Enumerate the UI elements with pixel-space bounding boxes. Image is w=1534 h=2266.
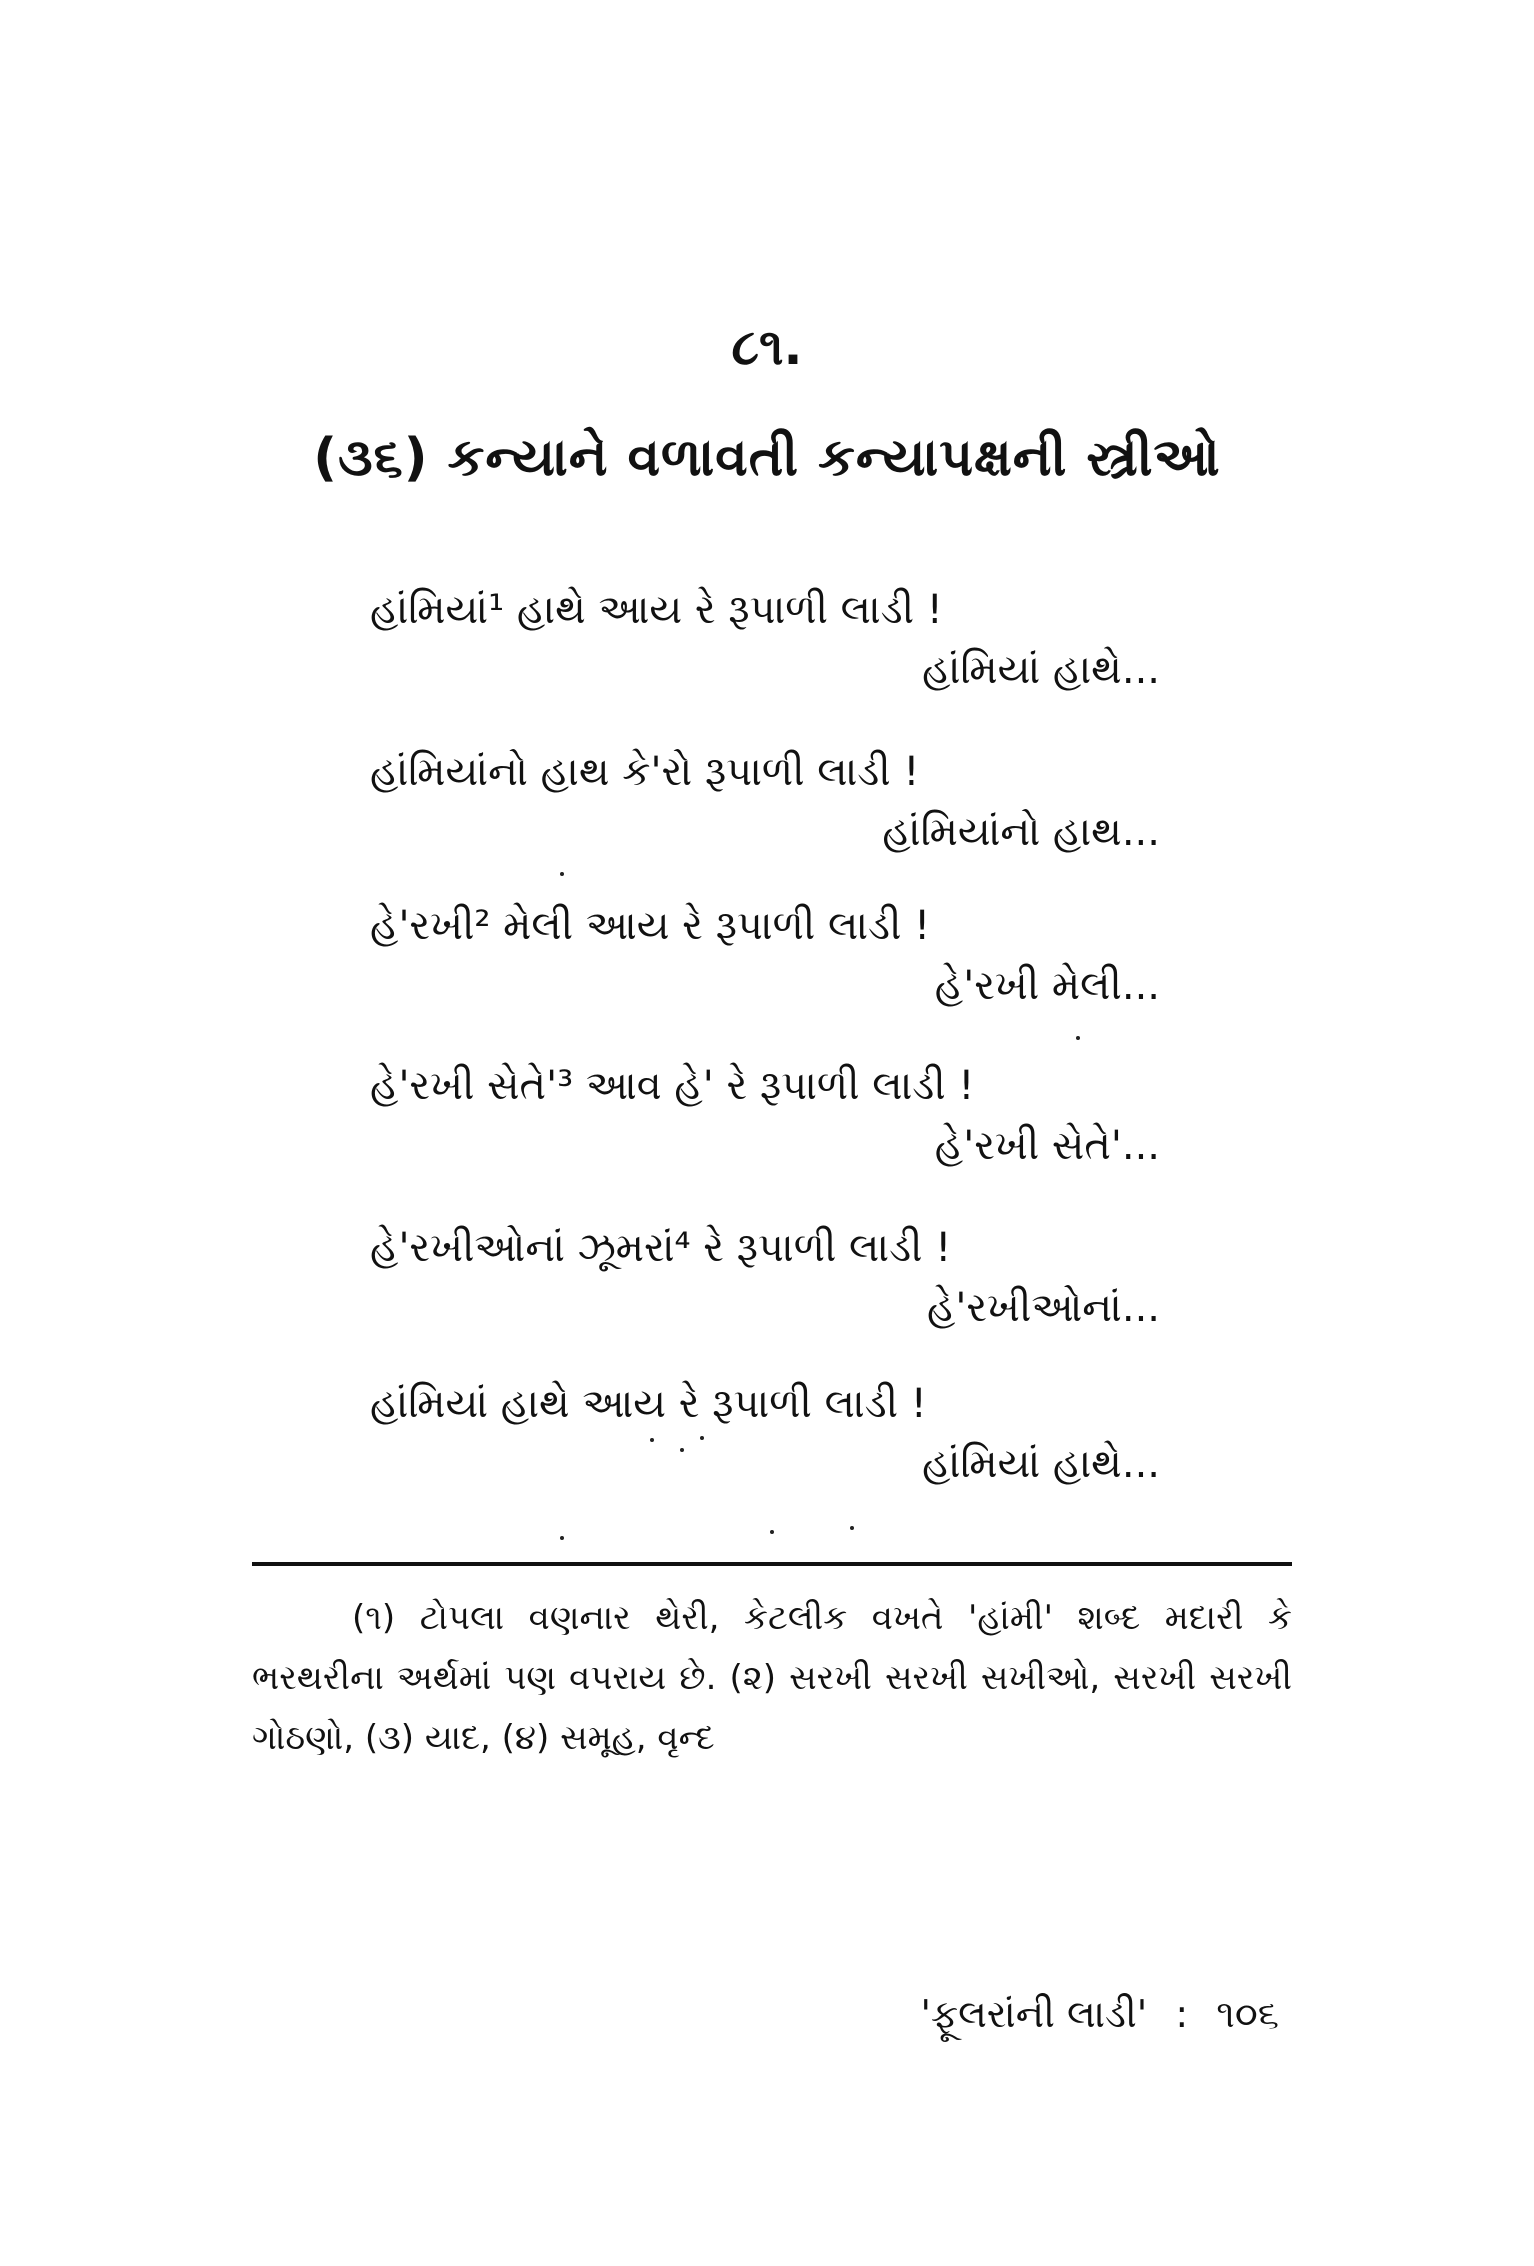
stanza-6 xyxy=(370,1374,1170,1494)
stanza-line: હાંમિયાં¹ હાથે આય રે રૂપાળી લાડી ! xyxy=(370,587,943,633)
stanza-refrain: હે'રખી સેતે'... xyxy=(934,1123,1160,1169)
stanza-line: હે'રખી સેતે'³ આવ હે' રે રૂપાળી લાડી ! xyxy=(370,1063,975,1109)
footnote-text: (૧) ટોપલા વણનાર થેરી, કેટલીક વખતે 'હાંમી' શબ્દ મદારી કે ભરથરીના અર્થમાં પણ વપરાય છે. (૨) સરખી સરખી સખીઓ, સરખી સરખી ગોઠણો, (૩) યાદ, (૪) સમૂહ, વૃન્દ xyxy=(252,1598,1292,1758)
stanza-5 xyxy=(370,1218,1170,1338)
stanza-refrain: હાંમિયાં હાથે... xyxy=(922,647,1160,693)
scan-speck xyxy=(1076,1036,1080,1040)
stanza-refrain: હે'રખી મેલી... xyxy=(934,963,1160,1009)
stanza-4 xyxy=(370,1056,1170,1176)
scan-speck xyxy=(560,1536,564,1540)
scan-speck xyxy=(560,872,564,876)
book-title: 'ફૂલરાંની લાડી' xyxy=(920,1992,1148,2036)
stanza-1 xyxy=(370,580,1170,700)
stanza-line: હાંમિયાંનો હાથ કે'રો રૂપાળી લાડી ! xyxy=(370,749,920,795)
scan-speck xyxy=(680,1448,684,1452)
poem-number: ૮૧. xyxy=(731,318,803,376)
stanza-line: હે'રખીઓનાં ઝૂમરાં⁴ રે રૂપાળી લાડી ! xyxy=(370,1225,952,1271)
scan-speck xyxy=(770,1530,774,1534)
scan-speck xyxy=(850,1526,854,1530)
page-number: ૧૦૬ xyxy=(1216,1992,1279,2036)
scan-speck xyxy=(650,1438,654,1442)
poem-title: (૩૬) કન્યાને વળાવતી કન્યાપક્ષની સ્ત્રીઓ xyxy=(313,428,1221,488)
stanza-line: હાંમિયાં હાથે આય રે રૂપાળી લાડી ! xyxy=(370,1381,927,1427)
stanza-2 xyxy=(370,742,1170,862)
footnotes xyxy=(252,1588,1292,1768)
stanza-refrain: હાંમિયાંનો હાથ... xyxy=(882,809,1160,855)
stanza-refrain: હે'રખીઓનાં... xyxy=(926,1285,1160,1331)
stanza-3 xyxy=(370,896,1170,1016)
stanza-refrain: હાંમિયાં હાથે... xyxy=(922,1441,1160,1487)
page-footer xyxy=(920,1992,1279,2037)
stanza-line: હે'રખી² મેલી આય રે રૂપાળી લાડી ! xyxy=(370,903,931,949)
scan-speck xyxy=(700,1436,704,1440)
footnote-divider xyxy=(252,1562,1292,1566)
footer-separator: : xyxy=(1175,1992,1189,2036)
